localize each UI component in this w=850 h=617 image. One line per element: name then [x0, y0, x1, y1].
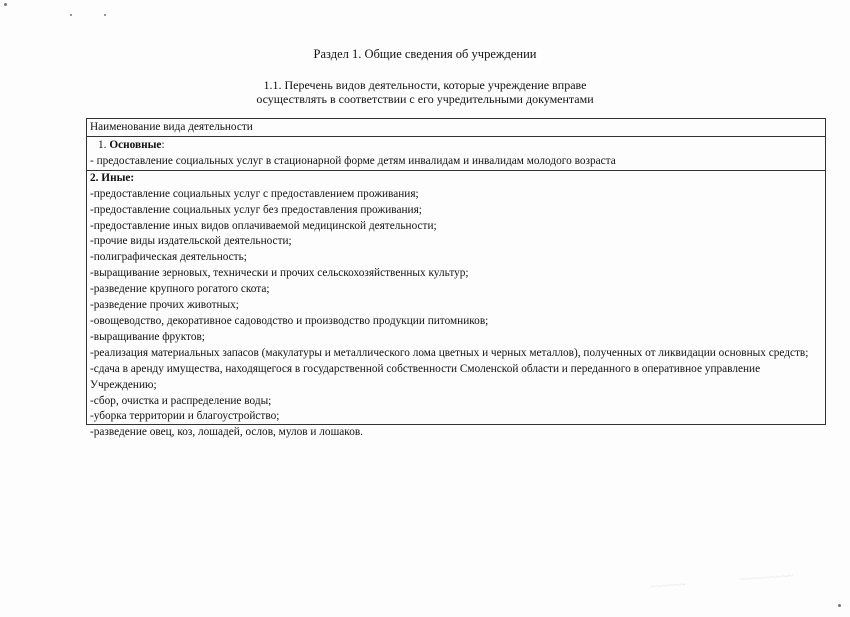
- list-item: -полиграфическая деятельность;: [90, 251, 247, 264]
- table-header-label: Наименование вида деятельности: [90, 121, 253, 133]
- list-item: -выращивание зерновых, технически и прочих сельскохозяйственных культур;: [90, 267, 469, 280]
- section-title: Раздел 1. Общие сведения об учреждении: [313, 47, 537, 61]
- list-item: -разведение крупного рогатого скота;: [90, 283, 270, 296]
- list-item: -предоставление социальных услуг с предоставлением проживания;: [90, 187, 419, 200]
- main-activities-colon: :: [161, 139, 165, 151]
- scan-speck: [104, 14, 106, 16]
- list-item: -реализация материальных запасов (макулатуры и металлического лома цветных и черных металлов), полученных от ликвидации основных средств;: [90, 346, 809, 359]
- list-item: -сбор, очистка и распределение воды;: [90, 394, 272, 407]
- list-item: -предоставление социальных услуг без предоставления проживания;: [90, 203, 422, 216]
- main-activities-label: Основные: [109, 139, 162, 151]
- list-item: -предоставление иных видов оплачиваемой медицинской деятельности;: [90, 219, 437, 232]
- subsection-title-line2: осуществлять в соответствии с его учредительными документами: [256, 92, 594, 106]
- other-activities-section: [87, 171, 825, 441]
- subsection-title: [0, 78, 850, 106]
- list-item: -овощеводство, декоративное садоводство и производство продукции питомников;: [90, 314, 489, 327]
- list-item: -разведение прочих животных;: [90, 299, 239, 312]
- list-item: - предоставление социальных услуг в стационарной форме детям инвалидам и инвалидам молодого возраста: [90, 154, 616, 167]
- list-item: -разведение овец, коз, лошадей, ослов, мулов и лошаков.: [90, 426, 364, 439]
- other-activities-label: 2. Иные:: [90, 171, 135, 184]
- subsection-title-line1: 1.1. Перечень видов деятельности, которые учреждение вправе: [263, 78, 587, 92]
- scan-speck: [70, 14, 72, 16]
- list-item: -выращивание фруктов;: [90, 330, 205, 343]
- faint-bleed-through: ~~~~~~~~~: [739, 570, 794, 586]
- list-item: -прочие виды издательской деятельности;: [90, 235, 292, 248]
- table-header: [87, 119, 825, 137]
- faint-bleed-through: ~~~~~~: [649, 578, 687, 594]
- scan-speck: [4, 3, 7, 6]
- main-activities-heading: [90, 138, 822, 154]
- list-item: -уборка территории и благоустройство;: [90, 410, 280, 423]
- activities-table: [86, 118, 826, 439]
- scan-speck: [838, 604, 841, 607]
- main-activities-number: 1.: [98, 139, 107, 151]
- main-activities-section: [87, 137, 825, 171]
- list-item: -сдача в аренду имущества, находящегося в государственной собственности Смоленской области и переданного в оперативное управление Учреждению;: [90, 362, 761, 391]
